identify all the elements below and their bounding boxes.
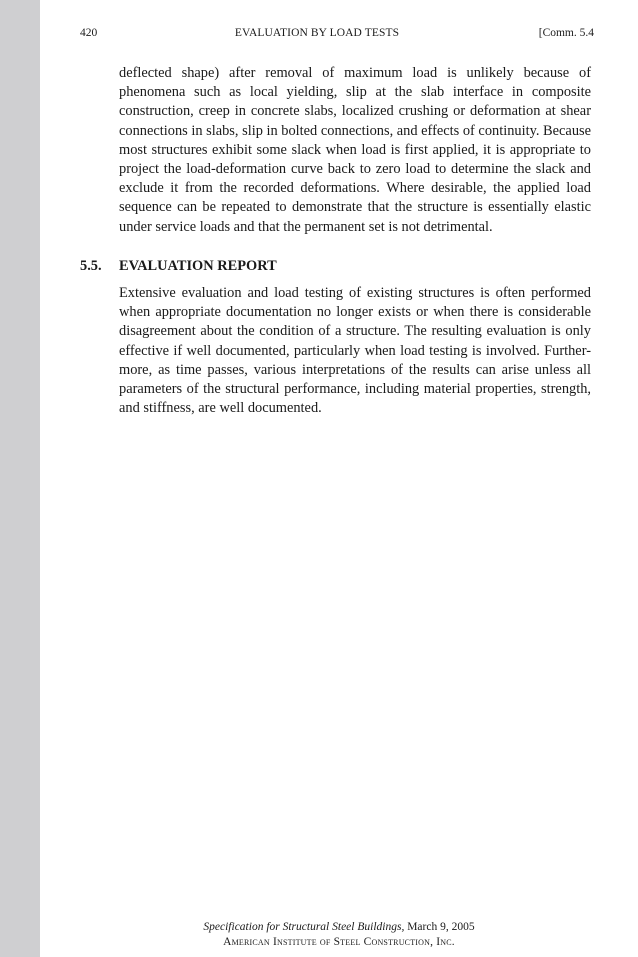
footer-spec-line <box>40 920 638 935</box>
section-reference: [Comm. 5.4 <box>538 27 594 39</box>
body-paragraph-1: deflected shape) after removal of maximum load is unlikely because of phenomena such as local yielding, slip at the slab interface in composite construction, creep in concrete slabs, localized crushing or deformation at shear connections in slabs, slip in bolted connections, and effects of continuity. Because most structures exhibit some slack when load is first applied, it is appropriate to project the load-deformation curve back to zero load to determine the slack and exclude it from the recorded deformations. Where desirable, the applied load sequence can be repeated to demonstrate that the structure is essentially elastic under service loads and that the permanent set is not detrimental. <box>119 65 591 235</box>
footer-spec-title: Specification for Structural Steel Buildings, <box>203 921 405 933</box>
page-footer <box>40 920 638 950</box>
page-gutter <box>0 0 40 957</box>
running-header <box>40 25 594 41</box>
running-title: EVALUATION BY LOAD TESTS <box>234 27 400 39</box>
section-heading <box>80 257 277 276</box>
section-title: EVALUATION REPORT <box>119 258 277 274</box>
section-number: 5.5. <box>80 258 102 274</box>
footer-spec-date: March 9, 2005 <box>404 921 475 933</box>
body-paragraph-2: Extensive evaluation and load testing of existing structures is often performed when appropriate documentation no longer exists or when there is considerable disagreement about the condition of a structure. The resulting evaluation is only effective if well documented, particularly when load testing is involved. Further-more, as time passes, various interpretations of the results can arise unless all parameters of the structural performance, including material properties, strength, and stiffness, are well documented. <box>119 285 591 417</box>
page-number: 420 <box>80 27 98 39</box>
footer-organization: American Institute of Steel Construction, Inc. <box>223 936 455 948</box>
